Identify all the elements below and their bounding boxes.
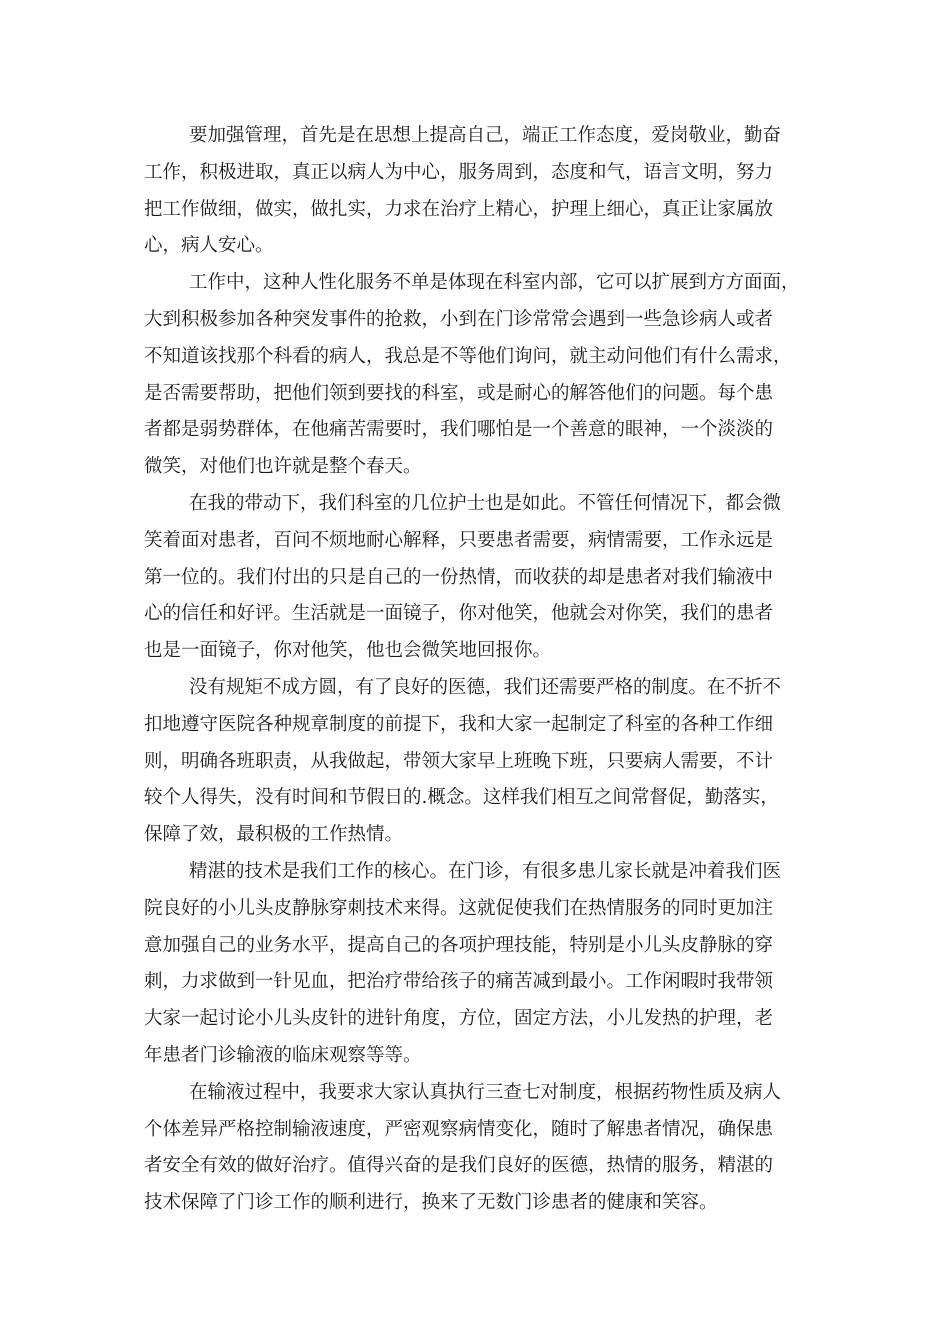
- text-line: 把工作做细，做实，做扎实，力求在治疗上精心，护理上细心，真正让家属放: [144, 198, 774, 220]
- text-line: 没有规矩不成方圆，有了良好的医德，我们还需要严格的制度。在不折不: [189, 676, 782, 698]
- text-line: 扣地遵守医院各种规章制度的前提下，我和大家一起制定了科室的各种工作细: [144, 713, 774, 735]
- text-line: 在我的带动下，我们科室的几位护士也是如此。不管任何情况下，都会微: [189, 492, 782, 514]
- text-line: 要加强管理，首先是在思想上提高自己，端正工作态度，爱岗敬业，勤奋: [189, 125, 782, 146]
- text-line: 工作，积极进取，真正以病人为中心，服务周到，态度和气，语言文明，努力: [144, 161, 774, 183]
- text-line: 不知道该找那个科看的病人，我总是不等他们询问，就主动问他们有什么需求，: [144, 345, 792, 367]
- text-line: 微笑，对他们也许就是整个春天。: [144, 456, 422, 478]
- paragraph-1: [144, 118, 820, 265]
- text-line: 个体差异严格控制输液速度，严密观察病情变化，随时了解患者情况，确保患: [144, 1118, 774, 1140]
- text-line: 意加强自己的业务水平，提高自己的各项护理技能，特别是小儿头皮静脉的穿: [144, 934, 774, 956]
- text-line: 大家一起讨论小儿头皮针的进针角度，方位，固定方法，小儿发热的护理，老: [144, 1008, 774, 1030]
- paragraph-5: [144, 854, 820, 1075]
- text-line: 则，明确各班职责，从我做起，带领大家早上班晚下班，只要病人需要，不计: [144, 750, 774, 772]
- text-line: 心的信任和好评。生活就是一面镜子，你对他笑，他就会对你笑，我们的患者: [144, 603, 774, 625]
- text-line: 院良好的小儿头皮静脉穿刺技术来得。这就促使我们在热情服务的同时更加注: [144, 897, 774, 919]
- text-line: 第一位的。我们付出的只是自己的一份热情，而收获的却是患者对我们输液中: [144, 566, 774, 588]
- text-line: 刺，力求做到一针见血，把治疗带给孩子的痛苦减到最小。工作闲暇时我带领: [144, 971, 774, 993]
- paragraph-2: [144, 265, 820, 486]
- paragraph-6: [144, 1075, 820, 1222]
- text-line: 在输液过程中，我要求大家认真执行三查七对制度，根据药物性质及病人: [189, 1081, 782, 1103]
- paragraph-3: [144, 486, 820, 670]
- text-line: 较个人得失，没有时间和节假日的.概念。这样我们相互之间常督促，勤落实，: [144, 787, 779, 809]
- text-line: 保障了效，最积极的工作热情。: [144, 824, 404, 846]
- paragraph-4: [144, 670, 820, 854]
- document-body: [144, 118, 820, 1222]
- text-line: 笑着面对患者，百问不烦地耐心解释，只要患者需要，病情需要，工作永远是: [144, 529, 774, 551]
- text-line: 工作中，这种人性化服务不单是体现在科室内部，它可以扩展到方方面面，: [189, 272, 800, 294]
- text-line: 也是一面镜子，你对他笑，他也会微笑地回报你。: [144, 640, 552, 662]
- text-line: 年患者门诊输液的临床观察等等。: [144, 1044, 422, 1066]
- text-line: 是否需要帮助，把他们领到要找的科室，或是耐心的解答他们的问题。每个患: [144, 382, 774, 404]
- text-line: 者都是弱势群体，在他痛苦需要时，我们哪怕是一个善意的眼神，一个淡淡的: [144, 419, 774, 441]
- text-line: 心，病人安心。: [144, 235, 274, 257]
- text-line: 技术保障了门诊工作的顺利进行，换来了无数门诊患者的健康和笑容。: [144, 1192, 718, 1214]
- text-line: 大到积极参加各种突发事件的抢救，小到在门诊常常会遇到一些急诊病人或者: [144, 308, 774, 330]
- text-line: 精湛的技术是我们工作的核心。在门诊，有很多患儿家长就是冲着我们医: [189, 860, 782, 882]
- text-line: 者安全有效的做好治疗。值得兴奋的是我们良好的医德，热情的服务，精湛的: [144, 1155, 774, 1177]
